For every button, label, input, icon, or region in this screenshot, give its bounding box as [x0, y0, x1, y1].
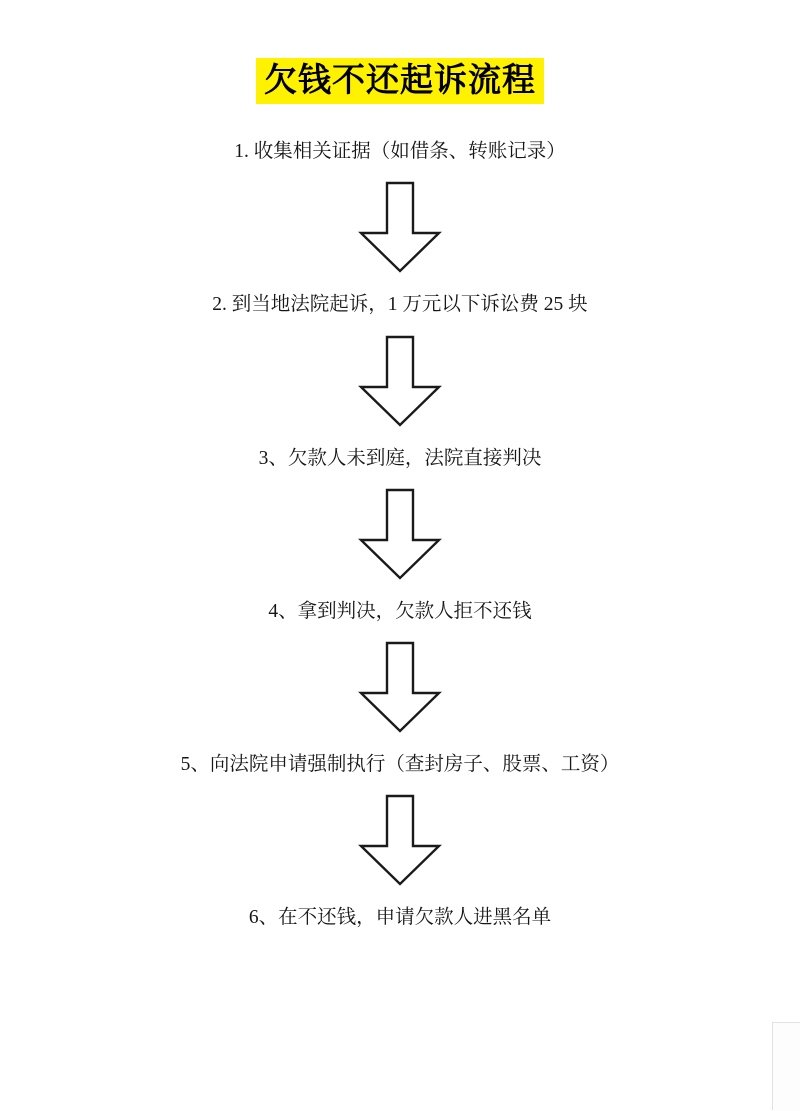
flow-step-6: 6、在不还钱，申请欠款人进黑名单 [248, 907, 552, 929]
page-edge-line-vertical [772, 1022, 773, 1110]
flow-step-3: 3、欠款人未到庭，法院直接判决 [258, 447, 542, 469]
down-arrow-icon-2 [358, 335, 442, 427]
flow-step-5: 5、向法院申请强制执行（查封房子、股票、工资） [180, 754, 620, 776]
page-title [256, 58, 544, 104]
down-arrow-icon-4 [358, 641, 442, 733]
page-corner-artifact [772, 1022, 800, 1111]
down-arrow-icon-5 [358, 794, 442, 886]
flow-step-2: 2. 到当地法院起诉，1 万元以下诉讼费 25 块 [212, 294, 588, 316]
down-arrow-icon-3 [358, 488, 442, 580]
flowchart [0, 138, 800, 932]
flow-step-1: 1. 收集相关证据（如借条、转账记录） [234, 140, 566, 162]
page-edge-line-horizontal [772, 1022, 800, 1023]
page-title-text: 欠钱不还起诉流程 [256, 58, 544, 104]
down-arrow-icon-1 [358, 181, 442, 273]
flow-step-4: 4、拿到判决，欠款人拒不还钱 [268, 600, 532, 622]
